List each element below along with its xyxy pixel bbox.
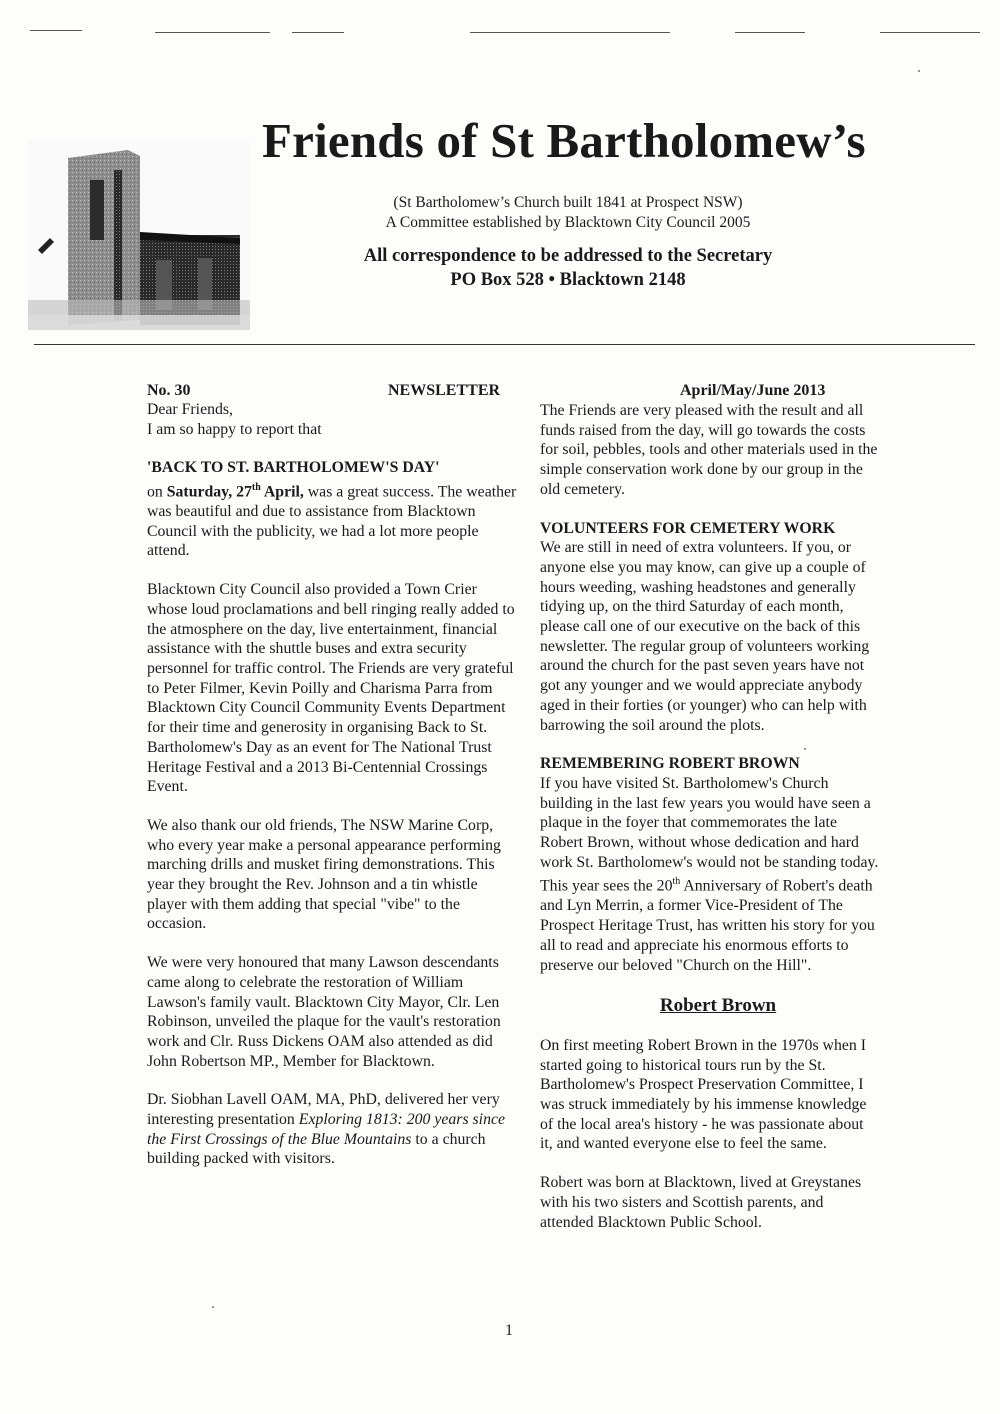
event-heading: 'BACK TO ST. BARTHOLOMEW'S DAY' <box>147 459 440 477</box>
church-description: (St Bartholomew’s Church built 1841 at Prospect NSW) <box>393 194 743 211</box>
issue-number: No. 30 <box>147 382 191 399</box>
scan-artifact-line <box>30 30 82 31</box>
presentation-paragraph: Dr. Siobhan Lavell OAM, MA, PhD, delivered her very interesting presentation Exploring 1813: 200 years since the First Crossings of the Blue Mountains to a church building packed with visitors. <box>147 1091 505 1168</box>
robert-brown-paragraph-2: Robert was born at Blacktown, lived at Greystanes with his two sisters and Scottish parents, and attended Blacktown Public School. <box>540 1174 862 1231</box>
council-paragraph: Blacktown City Council also provided a Town Crier whose loud proclamations and bell ringing really added to the atmosphere on the day, live entertainment, financial assistance with the shuttle buses and extra security personnel for traffic control. The Friends are very grateful to Peter Filmer, Kevin Poilly and Charisma Parra from Blacktown City Council Community Events Department for their time and generosity in organising Back to St. Bartholomew's Day as an event for The National Trust Heritage Festival and a 2013 Bi-Centennial Crossings Event. <box>147 581 515 796</box>
scan-artifact-line <box>470 32 670 33</box>
scan-speck <box>212 1306 214 1308</box>
committee-description: A Committee established by Blacktown City Council 2005 <box>385 214 751 231</box>
intro-line: I am so happy to report that <box>147 420 322 438</box>
funds-paragraph: The Friends are very pleased with the result and all funds raised from the day, will go towards the costs for soil, pebbles, tools and other materials used in the simple conservation work done by our group in the old cemetery. <box>540 402 878 498</box>
right-column <box>540 401 880 1232</box>
header-divider <box>34 344 975 345</box>
greeting: Dear Friends, <box>147 401 233 418</box>
scan-artifact-line <box>880 32 980 33</box>
robert-brown-paragraph-1: On first meeting Robert Brown in the 1970s when I started going to historical tours run by the St. Bartholomew's Prospect Preservation Committee, I was struck immediately by his immense knowledge of the local area's history - he was passionate about it, and wanted everyone else to feel the same. <box>540 1036 867 1153</box>
issue-date: April/May/June 2013 <box>680 382 826 399</box>
remembering-heading: REMEMBERING ROBERT BROWN <box>540 755 800 773</box>
scan-speck <box>918 70 920 72</box>
left-column <box>147 400 517 1169</box>
scan-artifact-line <box>735 32 805 33</box>
scan-speck <box>804 748 806 750</box>
correspondence-note: All correspondence to be addressed to the Secretary <box>363 246 773 266</box>
church-photo <box>28 140 250 330</box>
scan-artifact-line <box>292 32 344 33</box>
lawson-paragraph: We were very honoured that many Lawson descendants came along to celebrate the restoration of William Lawson's family vault. Blacktown City Mayor, Clr. Len Robinson, unveiled the plaque for the vault's restoration work and Clr. Russ Dickens OAM also attended as did John Robertson MP., Member for Blacktown. <box>147 954 501 1070</box>
scan-artifact-line <box>155 32 270 33</box>
robert-brown-heading: Robert Brown <box>659 995 777 1017</box>
postal-address: PO Box 528 • Blacktown 2148 <box>450 270 686 290</box>
volunteers-paragraph: We are still in need of extra volunteers. If you, or anyone else you may know, can give up a couple of hours weeding, washing headstones and generally tidying up, on the third Saturday of each month, please call one of our executive on the back of this newsletter. The regular group of volunteers working around the church for the past seven years have not got any younger and we would appreciate anybody aged in their forties (or younger) who can help with barrowing the soil around the plots. <box>540 539 870 734</box>
newsletter-title: Friends of St Bartholomew’s <box>262 113 866 168</box>
marine-corp-paragraph: We also thank our old friends, The NSW Marine Corp, who every year make a personal appearance performing marching drills and musket firing demonstrations. This year they brought the Rev. Johnson and a tin whistle player with them adding that special "vibe" to the occasion. <box>147 816 501 933</box>
page-number: 1 <box>505 1322 513 1339</box>
volunteers-heading: VOLUNTEERS FOR CEMETERY WORK <box>540 519 836 537</box>
remembering-paragraph: If you have visited St. Bartholomew's Church building in the last few years you would have seen a plaque in the foyer that commemorates the late Robert Brown, without whose dedication and hard work St. Bartholomew's would not be standing today. This year sees the 20th Anniversary of Robert's death and Lyn Merrin, a former Vice-President of The Prospect Heritage Trust, has written his story for you all to read and appreciate his enormous efforts to preserve our beloved "Church on the Hill". <box>540 774 879 974</box>
newsletter-label: NEWSLETTER <box>388 382 501 399</box>
event-paragraph: on Saturday, 27th April, was a great success. The weather was beautiful and due to assistance from Blacktown Council with the publicity, we had a lot more people attend. <box>147 482 517 560</box>
